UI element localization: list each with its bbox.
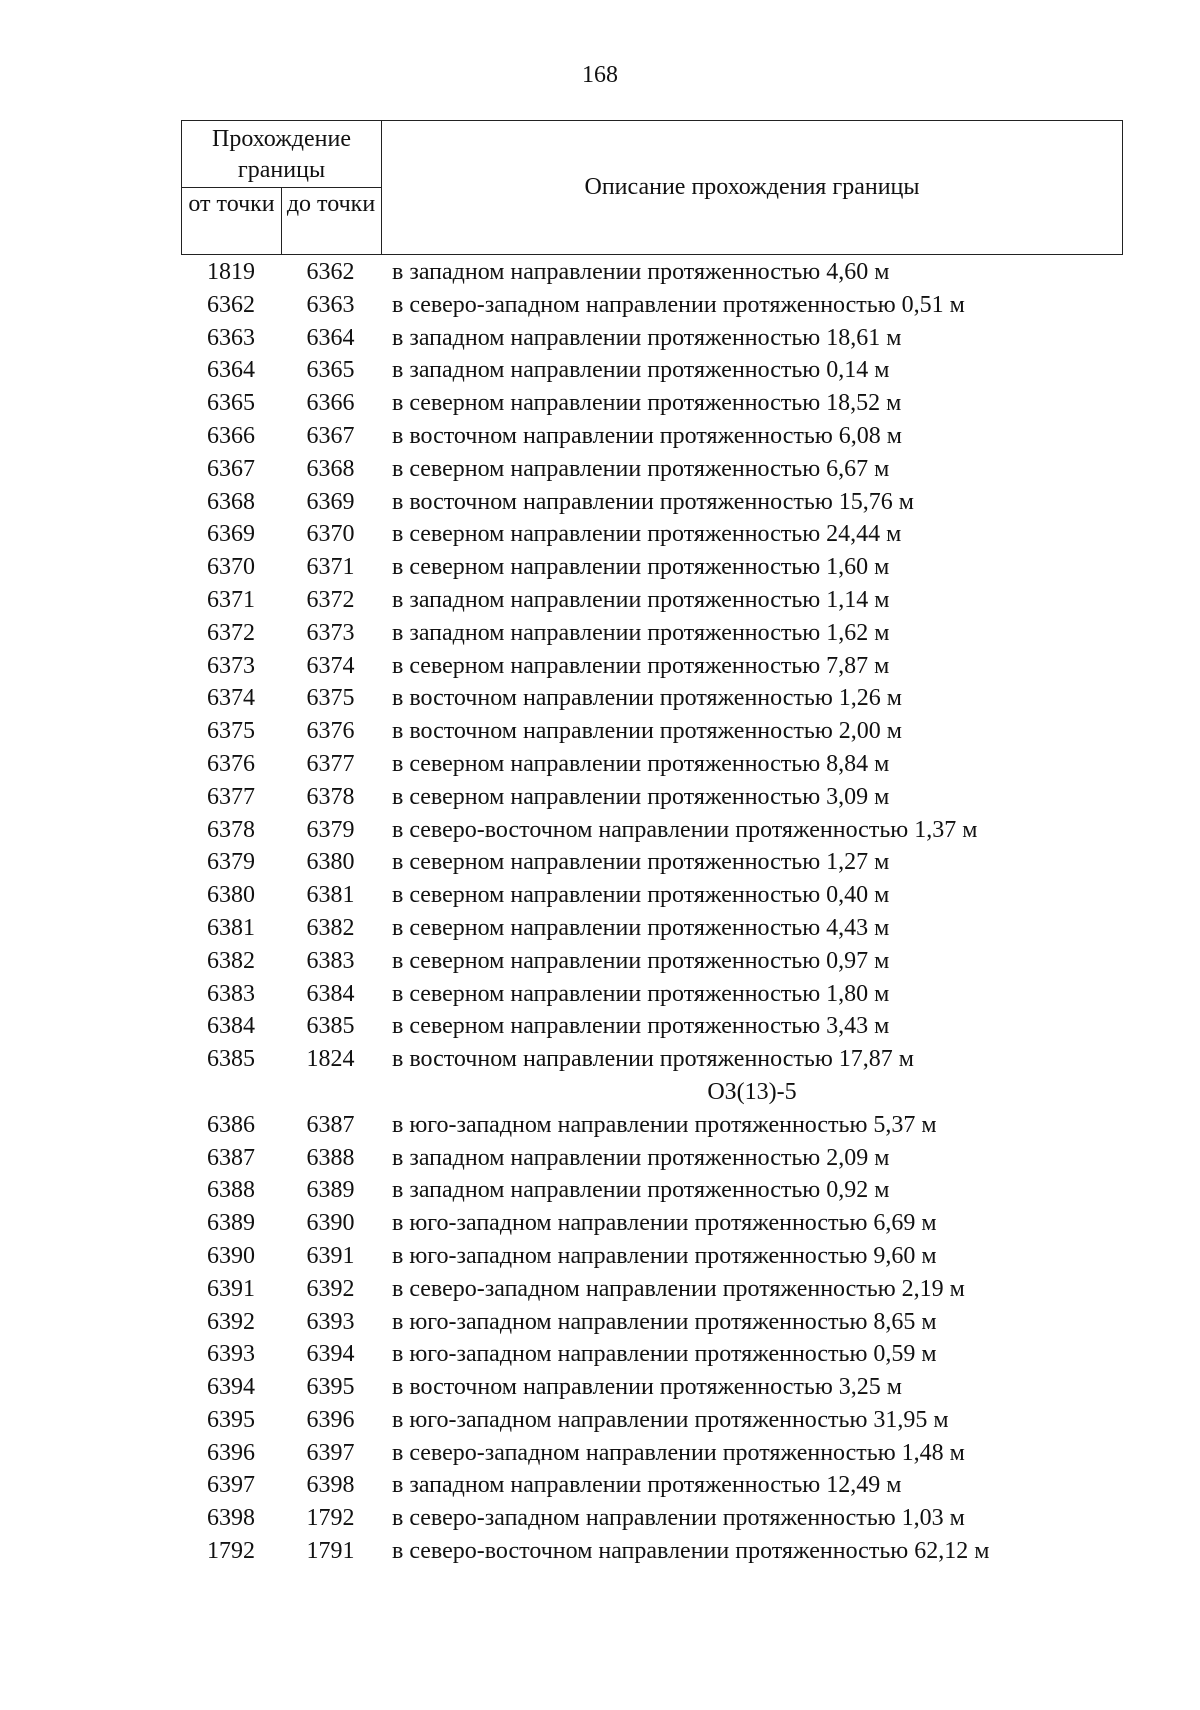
from-point-cell: 6367 xyxy=(207,455,255,482)
description-cell: в северном направлении протяженностью 1,60 м xyxy=(392,554,890,581)
to-point-cell: 6368 xyxy=(306,455,355,482)
from-point-cell: 6384 xyxy=(207,1013,255,1040)
to-point-cell: 6362 xyxy=(306,259,355,285)
table-row xyxy=(0,256,1200,289)
table-row xyxy=(0,1535,1200,1568)
table-row xyxy=(0,1371,1200,1404)
to-point-cell: 6372 xyxy=(306,586,355,613)
table-row xyxy=(0,1437,1200,1470)
to-point-cell: 6371 xyxy=(306,554,355,581)
from-point-cell: 1819 xyxy=(207,259,255,285)
from-point-cell: 6373 xyxy=(207,652,255,679)
description-cell: в юго-западном направлении протяженностью 5,37 м xyxy=(392,1111,937,1138)
header-description: Описание прохождения границы xyxy=(584,174,920,200)
table-row xyxy=(0,978,1200,1011)
from-point-cell: 6378 xyxy=(207,816,255,843)
description-cell: в северо-восточном направлении протяженностью 1,37 м xyxy=(392,816,978,843)
from-point-cell: 6362 xyxy=(207,291,255,318)
to-point-cell: 1791 xyxy=(306,1538,355,1565)
from-point-cell: 6382 xyxy=(207,947,255,974)
description-cell: в северном направлении протяженностью 8,84 м xyxy=(392,750,890,777)
to-point-cell: 6365 xyxy=(306,357,355,384)
from-point-cell: 6379 xyxy=(207,849,255,876)
from-point-cell: 6374 xyxy=(207,685,255,712)
to-point-cell: 6387 xyxy=(306,1111,355,1138)
description-cell: в западном направлении протяженностью 1,62 м xyxy=(392,619,890,646)
description-cell: в восточном направлении протяженностью 15,76 м xyxy=(392,488,914,515)
from-point-cell: 6369 xyxy=(207,521,255,548)
to-point-cell: 6370 xyxy=(306,521,355,548)
table-row xyxy=(0,748,1200,781)
to-point-cell: 6389 xyxy=(306,1177,355,1204)
description-cell: в северном направлении протяженностью 7,87 м xyxy=(392,652,890,679)
from-point-cell: 6372 xyxy=(207,619,255,646)
description-cell: в северо-западном направлении протяженностью 1,48 м xyxy=(392,1439,965,1466)
description-cell: в северном направлении протяженностью 0,97 м xyxy=(392,947,890,974)
table-row xyxy=(0,1404,1200,1437)
to-point-cell: 6383 xyxy=(306,947,355,974)
description-cell: в западном направлении протяженностью 2,09 м xyxy=(392,1144,890,1171)
page-number: 168 xyxy=(582,62,618,88)
description-cell: в северо-западном направлении протяженностью 1,03 м xyxy=(392,1505,965,1532)
description-cell: в северном направлении протяженностью 6,67 м xyxy=(392,455,890,482)
from-point-cell: 6370 xyxy=(207,554,255,581)
from-point-cell: 6393 xyxy=(207,1341,255,1368)
table-row xyxy=(0,945,1200,978)
from-point-cell: 6376 xyxy=(207,750,255,777)
from-point-cell: 6368 xyxy=(207,488,255,515)
table-row xyxy=(0,584,1200,617)
header-boundary-passage: Прохождение границы xyxy=(182,121,382,188)
from-point-cell: 1792 xyxy=(207,1538,255,1565)
description-cell: в северном направлении протяженностью 18,52 м xyxy=(392,390,902,417)
description-cell: в восточном направлении протяженностью 3,25 м xyxy=(392,1374,902,1401)
from-point-cell: 6363 xyxy=(207,324,255,351)
description-cell: в северном направлении протяженностью 3,09 м xyxy=(392,783,890,810)
description-cell: в юго-западном направлении протяженностью 0,59 м xyxy=(392,1341,937,1368)
table-row xyxy=(0,518,1200,551)
table-row xyxy=(0,781,1200,814)
description-cell: в северном направлении протяженностью 3,43 м xyxy=(392,1013,890,1040)
description-cell: в юго-западном направлении протяженностью 9,60 м xyxy=(392,1242,937,1269)
from-point-cell: 6387 xyxy=(207,1144,255,1171)
to-point-cell: 6363 xyxy=(306,291,355,318)
to-point-cell: 6377 xyxy=(306,750,355,777)
description-cell: в юго-западном направлении протяженностью 6,69 м xyxy=(392,1210,937,1237)
from-point-cell: 6391 xyxy=(207,1275,255,1302)
to-point-cell: 6373 xyxy=(306,619,355,646)
table-row xyxy=(0,1142,1200,1175)
from-point-cell: 6390 xyxy=(207,1242,255,1269)
from-point-cell: 6383 xyxy=(207,980,255,1007)
to-point-cell: 6391 xyxy=(306,1242,355,1269)
to-point-cell: 6375 xyxy=(306,685,355,712)
table-row xyxy=(0,1306,1200,1339)
to-point-cell: 6398 xyxy=(306,1472,355,1499)
table-row xyxy=(0,1174,1200,1207)
to-point-cell: 6394 xyxy=(306,1341,355,1368)
from-point-cell: 6371 xyxy=(207,586,255,613)
description-cell: в восточном направлении протяженностью 1,26 м xyxy=(392,685,902,712)
table-row xyxy=(0,682,1200,715)
to-point-cell: 6374 xyxy=(306,652,355,679)
boundary-table-body xyxy=(0,256,1200,1568)
description-cell: в северо-западном направлении протяженностью 2,19 м xyxy=(392,1275,965,1302)
table-row xyxy=(0,551,1200,584)
to-point-cell: 6381 xyxy=(306,882,355,909)
to-point-cell: 6390 xyxy=(306,1210,355,1237)
description-cell: в северном направлении протяженностью 24,44 м xyxy=(392,521,902,548)
from-point-cell: 6380 xyxy=(207,882,255,909)
to-point-cell: 6393 xyxy=(306,1308,355,1335)
table-row xyxy=(0,879,1200,912)
header-from-point: от точки xyxy=(182,187,282,255)
description-cell: в западном направлении протяженностью 12,49 м xyxy=(392,1472,902,1499)
from-point-cell: 6381 xyxy=(207,914,255,941)
to-point-cell: 6395 xyxy=(306,1374,355,1401)
from-point-cell: 6377 xyxy=(207,783,255,810)
description-cell: в северном направлении протяженностью 4,43 м xyxy=(392,914,890,941)
table-row xyxy=(0,1338,1200,1371)
to-point-cell: 6384 xyxy=(306,980,355,1007)
from-point-cell: 6398 xyxy=(207,1505,255,1532)
from-point-cell: 6394 xyxy=(207,1374,255,1401)
table-row xyxy=(0,814,1200,847)
to-point-cell: 6366 xyxy=(306,390,355,417)
description-cell: в восточном направлении протяженностью 6,08 м xyxy=(392,422,902,449)
description-cell: в западном направлении протяженностью 18,61 м xyxy=(392,324,902,351)
description-cell: в западном направлении протяженностью 0,92 м xyxy=(392,1177,890,1204)
to-point-cell: 6392 xyxy=(306,1275,355,1302)
description-cell: в северном направлении протяженностью 0,40 м xyxy=(392,882,890,909)
table-row xyxy=(0,354,1200,387)
description-cell: в западном направлении протяженностью 4,60 м xyxy=(392,259,890,285)
table-row xyxy=(0,1469,1200,1502)
from-point-cell: 6375 xyxy=(207,718,255,745)
description-cell: в северо-западном направлении протяженностью 0,51 м xyxy=(392,291,965,318)
from-point-cell: 6386 xyxy=(207,1111,255,1138)
table-row xyxy=(0,1207,1200,1240)
from-point-cell: 6385 xyxy=(207,1046,255,1073)
description-cell: в северном направлении протяженностью 1,27 м xyxy=(392,849,890,876)
to-point-cell: 6378 xyxy=(306,783,355,810)
to-point-cell: 6382 xyxy=(306,914,355,941)
table-row xyxy=(0,617,1200,650)
to-point-cell: 6385 xyxy=(306,1013,355,1040)
from-point-cell: 6365 xyxy=(207,390,255,417)
table-row xyxy=(0,846,1200,879)
to-point-cell: 6379 xyxy=(306,816,355,843)
table-row xyxy=(0,912,1200,945)
table-row xyxy=(0,387,1200,420)
table-row xyxy=(0,322,1200,355)
to-point-cell: 6369 xyxy=(306,488,355,515)
from-point-cell: 6366 xyxy=(207,422,255,449)
from-point-cell: 6396 xyxy=(207,1439,255,1466)
description-cell: в восточном направлении протяженностью 17,87 м xyxy=(392,1046,914,1073)
to-point-cell: 6396 xyxy=(306,1406,355,1433)
description-cell: в юго-западном направлении протяженностью 8,65 м xyxy=(392,1308,937,1335)
description-cell: в юго-западном направлении протяженностью 31,95 м xyxy=(392,1406,949,1433)
table-row xyxy=(0,420,1200,453)
section-title: ОЗ(13)-5 xyxy=(707,1078,797,1105)
table-row xyxy=(0,289,1200,322)
to-point-cell: 6367 xyxy=(306,422,355,449)
to-point-cell: 1792 xyxy=(306,1505,355,1532)
table-header xyxy=(181,120,1123,255)
header-to-point: до точки xyxy=(281,187,382,255)
section-row xyxy=(0,1076,1200,1109)
table-row xyxy=(0,453,1200,486)
from-point-cell: 6389 xyxy=(207,1210,255,1237)
from-point-cell: 6395 xyxy=(207,1406,255,1433)
to-point-cell: 6376 xyxy=(306,718,355,745)
to-point-cell: 6380 xyxy=(306,849,355,876)
to-point-cell: 6388 xyxy=(306,1144,355,1171)
table-row xyxy=(0,1109,1200,1142)
description-cell: в западном направлении протяженностью 1,14 м xyxy=(392,586,890,613)
from-point-cell: 6388 xyxy=(207,1177,255,1204)
description-cell: в западном направлении протяженностью 0,14 м xyxy=(392,357,890,384)
table-row xyxy=(0,650,1200,683)
table-row xyxy=(0,715,1200,748)
table-row xyxy=(0,1043,1200,1076)
description-cell: в северо-восточном направлении протяженностью 62,12 м xyxy=(392,1538,990,1565)
table-row xyxy=(0,1273,1200,1306)
from-point-cell: 6397 xyxy=(207,1472,255,1499)
table-row xyxy=(0,1010,1200,1043)
description-cell: в северном направлении протяженностью 1,80 м xyxy=(392,980,890,1007)
table-row xyxy=(0,1240,1200,1273)
description-cell: в восточном направлении протяженностью 2,00 м xyxy=(392,718,902,745)
to-point-cell: 1824 xyxy=(306,1046,355,1073)
from-point-cell: 6364 xyxy=(207,357,255,384)
to-point-cell: 6364 xyxy=(306,324,355,351)
from-point-cell: 6392 xyxy=(207,1308,255,1335)
table-row xyxy=(0,1502,1200,1535)
to-point-cell: 6397 xyxy=(306,1439,355,1466)
table-row xyxy=(0,486,1200,519)
